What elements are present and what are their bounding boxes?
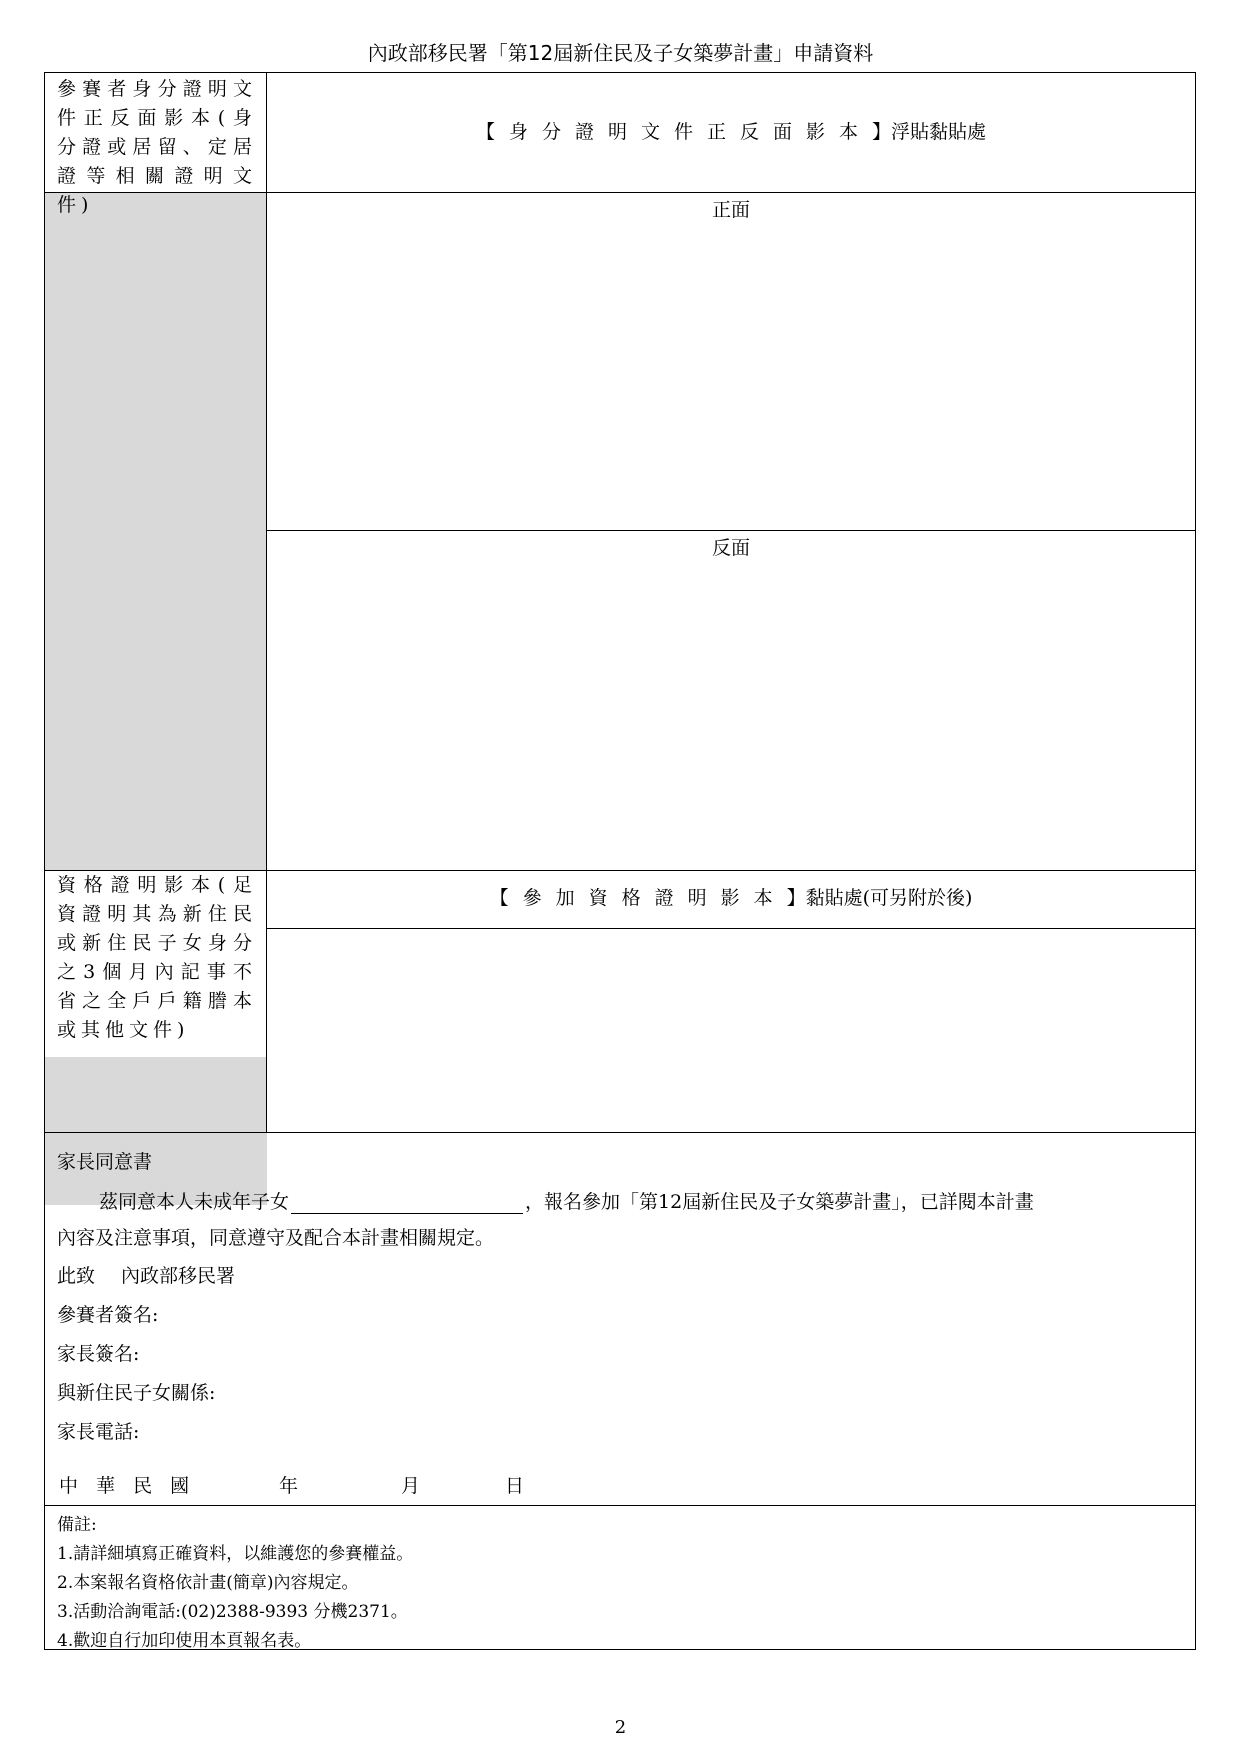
qualification-paste-title-spaced: 參加資格證明影本 [522,887,787,909]
consent-date-era: 中 華 民 國 [59,1475,196,1497]
qualification-document-label: 資格證明影本(足資證明其為新住民或新住民子女身分之3個月內記事不省之全戶戶籍謄本或其他文件) [57,874,257,1041]
back-side-label: 反面 [711,537,750,559]
consent-date-month[interactable]: 月 [401,1475,421,1497]
id-paste-title-spaced: 身分證明文件正反面影本 [508,121,872,143]
row-divider-front-back [267,530,1195,531]
id-paste-title-tail: 】浮貼黏貼處 [872,121,987,143]
id-document-label: 參賽者身分證明文件正反面影本(身分證或居留、定居證等相關證明文件) [57,78,257,216]
consent-date-year[interactable]: 年 [279,1475,299,1497]
remark-item: 4.歡迎自行加印使用本頁報名表。 [57,1631,312,1651]
id-document-paste-title [267,119,1195,145]
remarks-heading: 備註: [57,1515,97,1535]
remark-item: 3.活動洽詢電話:(02)2388-9393 分機2371。 [57,1602,408,1622]
child-name-blank[interactable] [291,1191,523,1214]
column-divider [266,73,267,1133]
parent-signature-field[interactable]: 家長簽名: [57,1343,140,1365]
consent-statement-line1 [99,1187,1034,1214]
consent-text-after-blank: ，報名參加「第12屆新住民及子女築夢計畫」，已詳閱本計畫 [525,1191,1034,1213]
id-photo-label-spacer [45,193,267,871]
qualification-paste-title [267,885,1195,911]
consent-statement-line2: 內容及注意事項，同意遵守及配合本計畫相關規定。 [57,1227,495,1249]
front-side-label: 正面 [711,199,750,221]
consent-heading: 家長同意書 [57,1151,153,1173]
qualification-paste-title-tail: 】黏貼處(可另附於後) [786,887,973,909]
consent-text-before-blank: 茲同意本人未成年子女 [99,1191,290,1213]
id-paste-bracket-open: 【 [475,121,509,143]
page-title: 內政部移民署「第12屆新住民及子女築夢計畫」申請資料 [367,41,874,65]
relationship-field[interactable]: 與新住民子女關係: [57,1382,216,1404]
consent-salutation: 此致 [57,1265,96,1287]
consent-date-day[interactable]: 日 [505,1475,525,1497]
remark-item: 2.本案報名資格依計畫(簡章)內容規定。 [57,1573,359,1593]
consent-recipient: 內政部移民署 [121,1265,236,1287]
qualification-label-spacer [45,1057,267,1205]
row-divider-remarks [45,1505,1195,1506]
page-number: 2 [614,1717,627,1738]
parent-phone-field[interactable]: 家長電話: [57,1421,140,1443]
consent-salutation-line [57,1261,235,1288]
qualification-paste-bracket-open: 【 [489,887,523,909]
row-divider-consent [45,1132,1195,1133]
participant-signature-field[interactable]: 參賽者簽名: [57,1304,159,1326]
remark-item: 1.請詳細填寫正確資料，以維護您的參賽權益。 [57,1544,414,1564]
application-form-table [44,72,1196,1650]
row-divider-qualification-header [267,928,1195,929]
